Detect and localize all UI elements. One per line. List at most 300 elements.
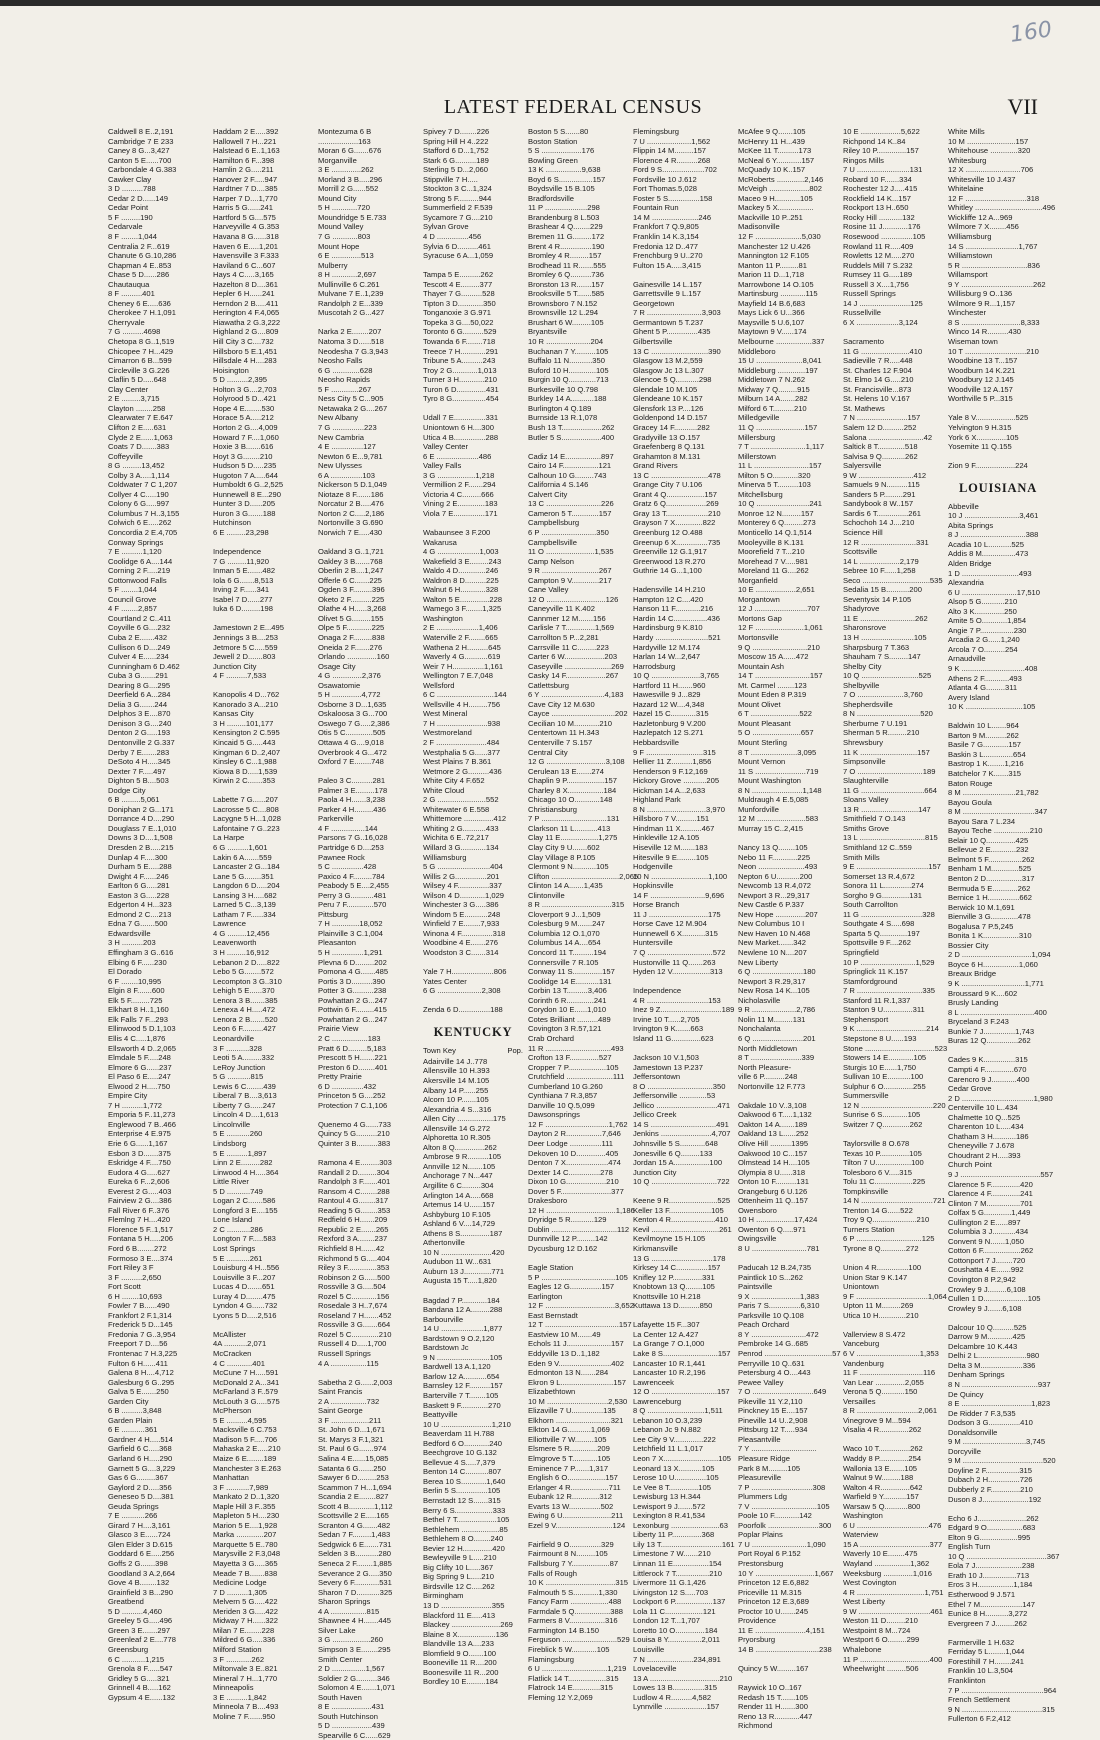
town-entry: Elmore 6 G......237	[108, 1062, 172, 1072]
town-entry: New Market.......342	[738, 938, 806, 948]
town-entry: Dwight 4 F......246	[108, 871, 169, 881]
town-entry: Sardis 6 T...............261	[843, 508, 921, 518]
town-entry: Mount Hope	[318, 241, 360, 251]
town-entry: Effingham 3 G..616	[108, 948, 174, 958]
town-entry: French Settlement	[948, 1695, 1011, 1705]
town-entry: 5 C ...............428	[318, 862, 377, 872]
town-entry: Goodland 3 A.2,664	[108, 1568, 176, 1578]
town-entry: 6 Q ........................180	[738, 967, 816, 977]
town-entry: Woodbine 13 T...157	[948, 356, 1018, 366]
town-entry: Willis 2 G...............201	[423, 871, 500, 881]
town-entry: Sacramento	[843, 337, 884, 347]
town-entry: Wakarusa	[423, 537, 457, 547]
town-entry: Gypsum 4 E......132	[108, 1692, 176, 1702]
town-entry: 4 G .........12,456	[213, 928, 270, 938]
town-entry: 7 R ..........................3,903	[633, 308, 721, 318]
town-entry: Alexandria	[948, 578, 984, 588]
town-entry: Dorrance 4 D....290	[108, 814, 175, 824]
town-entry: Lansing 3 H.....682	[213, 890, 277, 900]
town-entry: Rozel 5 C.............210	[318, 1329, 392, 1339]
town-entry: Centralia 2 F...619	[108, 241, 170, 251]
town-entry: Chaplin 9 P..................157	[528, 776, 617, 786]
town-entry: Westpoint 8 M...724	[843, 1625, 911, 1635]
town-entry: Southgate 4 S.....698	[843, 919, 915, 929]
town-entry: Horse Branch	[633, 900, 680, 910]
entry-spacer	[738, 1091, 838, 1101]
town-entry: New Rosa 14 K...105	[738, 986, 810, 996]
town-entry: Samuels 9 N..........115	[843, 480, 920, 490]
town-entry: 10 N ...........................1,100	[633, 871, 728, 881]
town-entry: Seco ................................535	[843, 575, 943, 585]
town-entry: Ottawa 4 G....9,018	[318, 738, 384, 747]
town-entry: 6 V ..............................1,353	[843, 1349, 939, 1358]
town-entry: 4 R .............................153	[633, 995, 721, 1005]
town-entry: 8 R .................................315	[528, 900, 625, 910]
town-entry: Logan 2 C.......586	[213, 1196, 276, 1206]
town-entry: Grainfield 3 B...290	[108, 1587, 174, 1597]
town-entry: 10 Y ............................1,667	[738, 1568, 834, 1578]
town-entry: Kirwin 2 C.......353	[213, 776, 276, 786]
town-entry: Havana 8 G......318	[213, 232, 279, 242]
town-entry: Douglass 7 E..1,010	[108, 823, 177, 833]
town-entry: Lola 11 C..................121	[633, 1606, 716, 1616]
town-entry: Fireblick 5 W............105	[528, 1644, 610, 1654]
town-entry: Ellinwood 5 D.1,103	[108, 1024, 176, 1034]
town-entry: 2 A .................732	[318, 1396, 380, 1406]
town-entry: Russellville	[843, 308, 881, 318]
town-entry: Central City	[528, 747, 568, 757]
town-entry: Cerulean 13 E.......274	[528, 766, 604, 776]
town-entry: Dexter 14 C...............278	[528, 1167, 613, 1177]
entry-spacer	[318, 1149, 418, 1159]
town-entry: Meriden 3 G.....422	[213, 1606, 279, 1616]
town-entry: Harveyville 4 G.353	[213, 222, 280, 232]
town-entry: Albany 14 P......255	[423, 1085, 489, 1095]
town-entry: 7 H .............18,052	[318, 919, 383, 929]
town-entry: 1 D ...........................493	[948, 568, 1032, 578]
town-entry: Bernstadt 12 S.......315	[423, 1496, 501, 1506]
town-entry: 7 O ......................3,760	[843, 690, 923, 700]
town-entry: Frankfort 2 F.1,314	[108, 1310, 172, 1320]
town-entry: Silver Lake	[318, 1625, 356, 1635]
town-entry: Kanorado 3 A...210	[213, 699, 279, 709]
town-entry: 12 F .................................3,652	[528, 1301, 634, 1311]
town-entry: 11 K ...........................157	[843, 747, 930, 757]
town-entry: Salem 12 D..........252	[843, 422, 917, 432]
town-entry: 3 D ..........788	[108, 184, 156, 194]
town-entry: Princeton 12 E.6,882	[738, 1578, 809, 1588]
entry-spacer	[423, 958, 523, 968]
town-entry: Marion 11 D...1,718	[738, 270, 805, 280]
town-entry: Hutchinson	[213, 518, 251, 528]
town-entry: Cayce ..............................202	[528, 709, 628, 719]
town-entry: Fowler 7 B......490	[108, 1301, 170, 1311]
town-entry: 7 O .............................649	[738, 1387, 827, 1397]
town-entry: 14 N ..................................721	[843, 1196, 946, 1206]
town-entry: Graefenberg 8 Q.131	[633, 442, 705, 452]
town-entry: Island 11 G..............623	[633, 1033, 714, 1043]
town-entry: Earlton 6 G.....281	[108, 881, 170, 891]
town-entry: Bayou Teche .................210	[948, 826, 1043, 836]
town-entry: 9 F ...........................315	[633, 747, 716, 757]
town-entry: Crofton 13 F..............527	[528, 1053, 612, 1063]
town-entry: 12 G ............................3,108	[528, 757, 625, 767]
town-entry: Hazelton 8 D....361	[213, 279, 279, 289]
town-entry: Simpsonville	[843, 757, 886, 767]
town-entry: Enterprise 4 E.975	[108, 1129, 171, 1139]
town-entry: 2 E ....................1,406	[423, 623, 498, 633]
town-entry: Wabaunsee 3 F.200	[423, 527, 491, 537]
town-entry: Nepton 6 U...........200	[738, 871, 813, 881]
town-entry: Cherokee 7 H.1,091	[108, 308, 176, 318]
town-entry: Fulton 6 H......411	[108, 1358, 168, 1368]
town-entry: Warsaw 5 Q...........800	[843, 1501, 921, 1511]
town-entry: Milledgeville	[738, 413, 780, 423]
town-entry: 5 P ...................................105	[528, 1272, 628, 1282]
town-entry: Onaga 2 F.........838	[318, 632, 385, 642]
town-entry: Jonesville 6 Q.........133	[633, 1148, 713, 1158]
town-entry: 12 O ............................126	[528, 594, 619, 604]
town-entry: McFarland 3 F..579	[213, 1387, 278, 1397]
town-entry: 14 U ....................1,877	[423, 1324, 503, 1334]
town-entry: Linnan 11 E.................154	[633, 1559, 722, 1569]
town-entry: Thayer 7 G..........528	[423, 289, 495, 299]
town-entry: Garden City	[108, 1396, 149, 1406]
town-entry: Huron 3 G.......188	[213, 508, 276, 518]
town-entry: 14 B ..............................238	[738, 1644, 832, 1654]
town-entry: Mays Lick 6 U...366	[738, 308, 805, 318]
town-entry: Hadensville 14 H.210	[633, 585, 706, 595]
town-entry: Oberlin 2 B....1,247	[318, 566, 384, 576]
town-entry: Wellington 7 E.7,048	[423, 671, 493, 681]
town-entry: Henderson 9 F.12,169	[633, 766, 708, 776]
town-entry: Vermillion 2 F.......294	[423, 480, 496, 490]
town-entry: Gas 6 G.........367	[108, 1473, 168, 1483]
town-entry: Buford 10 H.............105	[528, 365, 609, 375]
town-entry: Casky 14 F...................267	[528, 671, 619, 681]
town-entry: Catlettsburg	[528, 680, 569, 690]
town-entry: 3 F ..................211	[318, 1415, 382, 1425]
town-entry: Mayetta 3 G.....365	[213, 1559, 278, 1569]
town-entry: Garden Plain	[108, 1415, 153, 1425]
town-entry: Le Vee 8 T..............105	[633, 1482, 711, 1492]
town-entry: Grahamton 8 M.131	[633, 451, 701, 461]
town-entry: Glasgow 13 M.2,559	[633, 356, 703, 366]
town-entry: Lafontaine 7 G..223	[213, 823, 280, 833]
town-entry: 7 P ...............................131	[528, 814, 620, 824]
town-entry: Corning 2 F.....219	[108, 566, 171, 576]
town-entry: 10 E ...................2,651	[738, 585, 815, 595]
town-entry: Stockton 3 C...1,324	[423, 184, 492, 194]
town-entry: Parsons 7 G..16,028	[318, 833, 388, 843]
town-entry: Freeport 7 D....56	[108, 1339, 168, 1349]
town-entry: 3 H .........16,912	[213, 948, 270, 958]
census-columns	[108, 127, 1060, 1740]
town-entry: Powhattan 2 G...247	[318, 1014, 388, 1024]
town-entry: Flippin 14 M.........157	[633, 146, 707, 156]
town-entry: Clinton 14 A.......1,435	[528, 881, 603, 891]
town-entry: Colwich 6 E.....262	[108, 518, 172, 528]
town-entry: Scandia 2 E........827	[318, 1492, 389, 1502]
town-entry: Lerose 10 U...............105	[633, 1473, 719, 1483]
town-entry: Redfield 6 H.......209	[318, 1215, 388, 1225]
town-entry: Stowers 14 E............105	[843, 1053, 927, 1063]
town-entry: Lebanon 10 O.3,239	[633, 1415, 703, 1425]
town-entry: 8 G .........13,452	[108, 461, 165, 471]
town-entry: 12 T ...................................157	[528, 1320, 632, 1330]
town-entry: Hustonville 11 Q.......263	[633, 957, 716, 967]
town-entry: Emporia 5 F..11,273	[108, 1110, 176, 1120]
town-entry: Middleburg .............197	[738, 365, 818, 375]
town-entry: Greenup 6 X...............735	[633, 537, 721, 547]
town-entry: Calhoun 10 G.........743	[528, 470, 607, 480]
town-entry: Macksville 6 C.753	[213, 1425, 277, 1435]
town-entry: Lone Island	[213, 1215, 253, 1225]
town-entry: Vanceburg	[843, 1339, 880, 1349]
town-entry: Liberal 7 B....3,613	[213, 1091, 277, 1101]
town-entry: Burnside 13 R.1,078	[528, 413, 598, 423]
town-entry: Mackville 10 P..251	[738, 212, 803, 222]
town-entry: 7 P .......................................964	[948, 1685, 1057, 1695]
town-entry: 6 P ...............................125	[843, 1234, 935, 1244]
town-entry: Norcatur 2 B.....476	[318, 499, 384, 509]
town-entry: Frontenac 7 H.3,225	[108, 1349, 178, 1358]
town-entry: 12 F .......................1,061	[738, 623, 823, 633]
town-entry: Denison 3 G....240	[108, 718, 172, 728]
town-entry: 7 Q ...............................572	[633, 948, 726, 958]
town-entry: Uniontown 6 H....300	[423, 422, 494, 432]
town-entry: New Hope ..............207	[738, 909, 818, 919]
town-entry: 12 F .............................318	[948, 193, 1040, 203]
town-entry: Hickory Grove ...........205	[633, 776, 720, 786]
town-entry: Everest 2 G.....403	[108, 1186, 172, 1196]
town-entry: Dixon 10 G...................210	[528, 1177, 619, 1187]
town-entry: Wickliffe 12 A...969	[948, 212, 1013, 222]
town-entry: Fairfield 9 O...............329	[528, 1539, 614, 1549]
town-entry: Stanford 11 R.1,337	[843, 995, 911, 1005]
town-entry: 5 D ...................439	[318, 1721, 385, 1731]
town-entry: Hamlin 2 G.....211	[213, 165, 274, 175]
town-entry: Calvert City	[528, 489, 568, 499]
town-entry: Coushatta 4 E.......992	[948, 1265, 1024, 1275]
town-entry: Clay City 9 U.......602	[528, 843, 600, 853]
town-entry: Owingsville	[738, 1234, 777, 1244]
town-entry: Wiseman town	[948, 337, 998, 347]
town-entry: Wichita 6 E..72,217	[423, 833, 489, 843]
town-entry: LeRoy Junction	[213, 1062, 266, 1072]
town-entry: Cheney 6 E.....636	[108, 298, 171, 308]
town-entry: 5 D ..........2,395	[213, 375, 268, 385]
town-entry: DeSoto 4 H.....345	[108, 757, 171, 767]
town-entry: 7 G ............803	[318, 232, 371, 242]
town-entry: Havensville 3 F.333	[213, 251, 279, 261]
town-entry: Mildred 6 G.....336	[213, 1635, 276, 1645]
town-entry: Galva 5 E.......250	[108, 1387, 169, 1397]
town-entry: Buras 12 Q...............262	[948, 1036, 1031, 1046]
town-entry: Bardstown Jc	[423, 1343, 469, 1353]
town-entry: 3 F ...........7,989	[213, 1482, 269, 1492]
town-entry: Crowley 9 J.......6,108	[948, 1303, 1022, 1313]
town-entry: Hampton 12 C....420	[633, 594, 704, 604]
town-entry: 5 R ...............................836	[948, 260, 1041, 270]
town-entry: Easton 3 G.....228	[108, 890, 170, 900]
town-entry: Kevilmoyne 15 H.105	[633, 1234, 706, 1244]
town-entry: Cotton 6 F..................262	[948, 1246, 1034, 1256]
town-entry: Fountain Run	[633, 203, 679, 213]
town-entry: Elwood 2 H.....750	[108, 1081, 171, 1091]
town-entry: Amite 5 O............1,854	[948, 616, 1027, 626]
town-entry: Jellico Creek	[633, 1110, 677, 1120]
town-entry: Willamsport	[948, 270, 988, 280]
town-entry: Ringos Mills	[843, 155, 884, 165]
town-entry: Manchester 12 U.426	[738, 241, 811, 251]
town-entry: Baldwin 10 L.......964	[948, 721, 1019, 731]
town-entry: Neosho Falls	[318, 356, 363, 366]
town-entry: Brownsville 12 L.294	[528, 308, 599, 318]
section-heading-louisiana: LOUISIANA	[958, 480, 1038, 495]
town-entry: Guthrie 14 G...1,100	[633, 566, 702, 576]
town-entry: Church Point	[948, 1160, 992, 1170]
town-entry: Stippville 7 H.....	[423, 174, 478, 184]
town-entry: Jeffersonville .............53	[633, 1091, 716, 1101]
town-entry: New Haven 10 N.468	[738, 928, 811, 938]
town-entry: Wilmore 9 R...1,157	[948, 298, 1016, 308]
town-entry: Spearville 6 C......629	[318, 1730, 391, 1740]
town-entry: 7 E ..........1,120	[108, 547, 162, 557]
town-entry: 5 D ...........749	[213, 1186, 263, 1196]
town-entry: Highland Park	[633, 795, 681, 805]
town-entry: 10 K .................................315	[528, 1578, 629, 1588]
town-entry: Sloans Valley	[843, 795, 889, 805]
town-entry: Peabody 5 E....2,455	[318, 881, 389, 891]
town-entry: Edgerton 4 H...323	[108, 900, 172, 910]
town-entry: Madison 5 F.....706	[213, 1434, 278, 1444]
town-entry: Canton 5 E......700	[108, 155, 172, 165]
town-entry: Lily 13 T.............................161	[633, 1539, 735, 1549]
town-entry: 8 E .................................1,823	[948, 1399, 1051, 1409]
town-entry: 4 F ................144	[318, 823, 378, 833]
town-entry: Erath 10 J................713	[948, 1570, 1030, 1580]
town-entry: Centerville 7 S.157	[528, 738, 593, 747]
town-entry: South Hutchinson	[318, 1711, 378, 1721]
town-entry: Walnut 6 H............328	[423, 585, 499, 595]
entry-spacer	[423, 996, 523, 1006]
town-entry: Rochester 12 J.....415	[843, 184, 918, 194]
town-entry: Scammon 7 H...1,694	[318, 1482, 392, 1492]
town-entry: Cameron 5 T.............157	[528, 508, 612, 518]
town-entry: Princeton 12 E.3,689	[738, 1597, 809, 1607]
town-entry: Springlick 11 K.157	[843, 967, 908, 977]
town-entry: 5 H ............720	[318, 203, 370, 213]
town-entry: Richmond 5 G.....404	[318, 1253, 390, 1263]
town-entry: Winona 4 F...............318	[423, 928, 506, 938]
page-number: VII	[1007, 94, 1038, 119]
entry-spacer	[213, 1320, 313, 1330]
town-entry: Barton 9 M..........262	[948, 730, 1019, 740]
town-entry: Minerva 5 T..........103	[738, 480, 811, 490]
town-entry: Milford Station	[213, 1644, 262, 1654]
town-entry: Hepler 6 H......241	[213, 289, 275, 299]
town-entry: St. Francisville...873	[843, 384, 912, 394]
town-entry: Winco 14 R..........430	[948, 327, 1022, 337]
town-entry: 11 Q .......................157	[738, 422, 818, 432]
town-entry: Alsop 5 G...........210	[948, 597, 1018, 607]
town-entry: Franklin 14 K.3,154	[633, 232, 699, 242]
town-entry: Colby 3 A.....1,114	[108, 470, 170, 480]
town-entry: Bewleyville 9 L.....210	[423, 1553, 497, 1563]
town-entry: Poplar Plains	[738, 1530, 783, 1540]
entry-spacer	[633, 1187, 733, 1197]
town-entry: 7 Y ...............................	[738, 1444, 817, 1454]
town-entry: Erie 6 G......1,167	[108, 1138, 168, 1148]
town-entry: 10 T .............................210	[948, 346, 1039, 356]
town-entry: Poorfolk ........................300	[738, 1520, 832, 1530]
town-entry: Harrodsburg	[633, 661, 676, 671]
town-entry: 13 C ...........................478	[633, 470, 721, 480]
town-entry: Grenola 8 F......547	[108, 1664, 173, 1674]
town-entry: Doniphan 2 G...171	[108, 804, 174, 814]
town-entry: Waddy 8 P..............254	[843, 1454, 922, 1464]
town-entry: Ogden 3 F.........396	[318, 585, 385, 595]
town-entry: Butler 5 S...................400	[528, 432, 615, 442]
town-entry: Delta 3 M....................336	[948, 1360, 1036, 1370]
town-entry: Columbia 12 O.1,070	[528, 928, 600, 938]
town-entry: Louisa 8 Y................2,011	[633, 1635, 720, 1645]
town-entry: Sedgwick 6 E.......731	[318, 1539, 392, 1549]
town-entry: 5 F .............267	[318, 384, 372, 394]
town-entry: Brusly Landing	[948, 998, 999, 1008]
town-entry: New Cambria	[318, 432, 364, 442]
town-entry: Quincy 5 G..........210	[318, 1129, 390, 1139]
town-entry: Elk 5 F.........725	[108, 995, 163, 1005]
town-entry: Marysville 2 F.3,048	[213, 1549, 281, 1559]
town-entry: Gridley 5 G.....321	[108, 1673, 170, 1683]
town-entry: Salvisa 9 Q...........262	[843, 451, 918, 461]
town-entry: Cannmer 12 M.......156	[528, 613, 606, 623]
town-entry: Claflin 5 D.....648	[108, 375, 167, 385]
town-entry: Manhattan	[213, 1473, 249, 1483]
town-entry: Ness City 5 C...905	[318, 394, 384, 404]
town-entry: Powhattan 2 G...247	[318, 995, 388, 1005]
town-entry: Greenville 12 G.1,917	[633, 547, 707, 557]
town-entry: 5 O .......................657	[738, 728, 814, 738]
town-entry: 9 R .....................2,786	[738, 1005, 816, 1015]
town-entry: 9 W ..........................412	[843, 470, 927, 480]
town-entry: Grayson 7 X.............822	[633, 518, 716, 528]
town-entry: 14 J ........................125	[843, 298, 923, 308]
town-entry: Lafayette 15 F...307	[633, 1320, 700, 1330]
town-entry: 9 R ...........................267	[528, 566, 612, 576]
town-entry: Wellsford	[423, 680, 455, 690]
town-entry: Oakton 14 A.......189	[738, 1119, 808, 1129]
town-entry: McAfee 9 Q.......105	[738, 127, 806, 136]
town-entry: Millerstown	[738, 451, 776, 461]
town-entry: Roseland 7 H.......452	[318, 1310, 392, 1320]
town-entry: Sylvan Grove	[423, 222, 469, 232]
town-entry: Inez 9 Z.............................189	[633, 1005, 735, 1015]
town-entry: 14 S .........................1,767	[948, 241, 1038, 251]
town-entry: Lancaster 10 R.1,441	[633, 1358, 706, 1368]
town-entry: Hellier 11 Z..........1,856	[633, 757, 712, 767]
town-entry: Coolidge 6 A....144	[108, 556, 173, 566]
town-entry: 12 J .........................707	[738, 604, 820, 614]
town-entry: Pottwin 6 F.........415	[318, 1005, 387, 1015]
town-entry: Sanders 5 P.........291	[843, 489, 916, 499]
town-entry: Tescott 4 E.........377	[423, 279, 493, 289]
town-entry: Hunnewell 8 E...290	[213, 489, 281, 499]
town-entry: Covington 3 R.57,121	[528, 1024, 602, 1034]
town-entry: Darrow 9 M............425	[948, 1332, 1026, 1342]
